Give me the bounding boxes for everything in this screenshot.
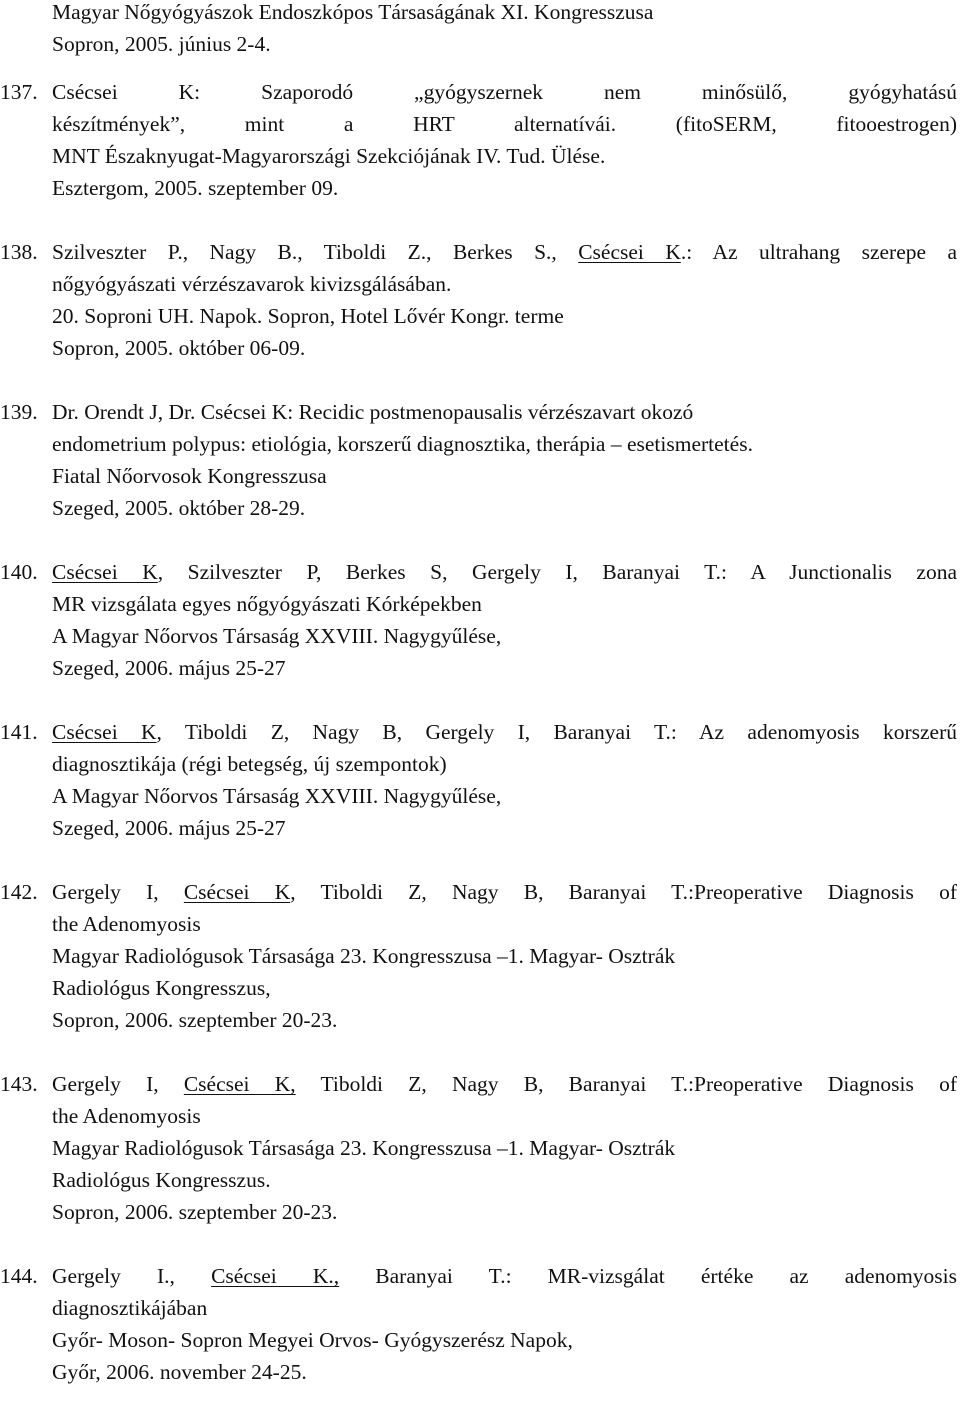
entry-line — [52, 973, 271, 1005]
entry-line — [52, 877, 957, 909]
entry-line — [52, 301, 564, 333]
entry-line — [52, 1005, 337, 1037]
entry-text: Gergely I, — [52, 1072, 184, 1096]
entry-text: Baranyai T.: MR-vizsgálat értéke az adenomyosis — [339, 1264, 957, 1288]
entry-text: Szeged, 2006. május 25-27 — [52, 816, 286, 840]
entry-number: 144. — [0, 1264, 38, 1288]
author-highlight: Csécsei K., — [211, 1264, 340, 1288]
entry-text: Szeged, 2006. május 25-27 — [52, 656, 286, 680]
entry-text: Sopron, 2005. október 06-09. — [52, 336, 306, 360]
entry-line — [52, 1197, 337, 1229]
entry-text: Sopron, 2006. szeptember 20-23. — [52, 1008, 338, 1032]
entry-line — [52, 333, 305, 365]
entry-text: MR vizsgálata egyes nőgyógyászati Kórképekben — [52, 592, 482, 616]
entry-number: 138. — [0, 240, 38, 264]
entry-line — [52, 77, 957, 109]
entry-text: Radiológus Kongresszus, — [52, 976, 271, 1000]
entry-text: Sopron, 2006. szeptember 20-23. — [52, 1200, 338, 1224]
entry-text: Radiológus Kongresszus. — [52, 1168, 271, 1192]
entry-number: 143. — [0, 1072, 38, 1096]
entry-line — [52, 1357, 307, 1389]
entry-number: 141. — [0, 720, 38, 744]
entry-text: Győr, 2006. november 24-25. — [52, 1360, 307, 1384]
entry-line — [52, 589, 482, 621]
entry-line — [52, 461, 327, 493]
author-highlight: Csécsei K, — [183, 1072, 296, 1096]
entry-text: Magyar Radiológusok Társasága 23. Kongresszusa –1. Magyar- Osztrák — [52, 1136, 676, 1160]
author-highlight: Csécsei K — [578, 240, 681, 264]
entry-line — [52, 557, 957, 589]
entry-line — [52, 941, 675, 973]
entry-text: diagnosztikája (régi betegség, új szempontok) — [52, 752, 447, 776]
entry-text: Gergely I., — [52, 1264, 212, 1288]
entry-line — [52, 397, 693, 429]
entry-text: Esztergom, 2005. szeptember 09. — [52, 176, 339, 200]
entry-text: endometrium polypus: etiológia, korszerű diagnosztika, therápia – esetismertetés. — [52, 432, 753, 456]
header-line-2: Sopron, 2005. június 2-4. — [52, 32, 271, 56]
entry-text: the Adenomyosis — [52, 1104, 201, 1128]
entry-text: A Magyar Nőorvos Társaság XXVIII. Nagygyűlése, — [52, 784, 502, 808]
entry-number: 139. — [0, 400, 38, 424]
entry-line — [52, 1165, 271, 1197]
entry-line — [52, 1069, 957, 1101]
author-highlight: Csécsei K — [52, 560, 158, 584]
entry-line — [52, 749, 447, 781]
entry-line — [52, 1325, 573, 1357]
entry-text: Szilveszter P., Nagy B., Tiboldi Z., Berkes S., — [52, 240, 579, 264]
entry-line — [52, 141, 605, 173]
entry-line — [52, 621, 501, 653]
entry-line — [52, 909, 201, 941]
entry-line — [52, 717, 957, 749]
entry-text: nőgyógyászati vérzészavarok kivizsgálásában. — [52, 272, 452, 296]
header-line-1: Magyar Nőgyógyászok Endoszkópos Társaságának XI. Kongresszusa — [52, 0, 654, 24]
entry-text: A Magyar Nőorvos Társaság XXVIII. Nagygyűlése, — [52, 624, 502, 648]
entry-line — [52, 1133, 675, 1165]
entry-text: , Tiboldi Z, Nagy B, Gergely I, Baranyai T.: Az adenomyosis korszerű — [156, 720, 957, 744]
entry-line — [52, 237, 957, 269]
entry-text: Győr- Moson- Sopron Megyei Orvos- Gyógyszerész Napok, — [52, 1328, 573, 1352]
entry-line — [52, 1293, 207, 1325]
entry-line — [52, 109, 957, 141]
entry-text: the Adenomyosis — [52, 912, 201, 936]
entry-text: Fiatal Nőorvosok Kongresszusa — [52, 464, 327, 488]
entry-text: , Tiboldi Z, Nagy B, Baranyai T.:Preoperative Diagnosis of — [290, 880, 957, 904]
entry-text: , Szilveszter P, Berkes S, Gergely I, Baranyai T.: A Junctionalis zona — [157, 560, 957, 584]
entry-text: .: Az ultrahang szerepe a — [680, 240, 957, 264]
entry-line — [52, 813, 285, 845]
entry-line — [52, 429, 753, 461]
entry-text: 20. Soproni UH. Napok. Sopron, Hotel Lővér Kongr. terme — [52, 304, 564, 328]
entry-text: Gergely I, — [52, 880, 184, 904]
entry-line — [52, 269, 451, 301]
entry-text: Tiboldi Z, Nagy B, Baranyai T.:Preoperative Diagnosis of — [295, 1072, 957, 1096]
entry-line — [52, 653, 285, 685]
entry-text: diagnosztikájában — [52, 1296, 208, 1320]
entry-line — [52, 781, 501, 813]
entry-number: 142. — [0, 880, 38, 904]
entry-text: Szeged, 2005. október 28-29. — [52, 496, 306, 520]
author-highlight: Csécsei K — [52, 720, 157, 744]
entry-line — [52, 1261, 957, 1293]
entry-line — [52, 1101, 201, 1133]
entry-text: Magyar Radiológusok Társasága 23. Kongresszusa –1. Magyar- Osztrák — [52, 944, 676, 968]
entry-text: MNT Északnyugat-Magyarországi Szekciójának IV. Tud. Ülése. — [52, 144, 606, 168]
entry-line — [52, 173, 338, 205]
author-highlight: Csécsei K — [183, 880, 291, 904]
entry-number: 140. — [0, 560, 38, 584]
entry-text: Dr. Orendt J, Dr. Csécsei K: Recidic postmenopausalis vérzészavart okozó — [52, 400, 694, 424]
entry-number: 137. — [0, 80, 38, 104]
entry-line — [52, 493, 305, 525]
entry-text: Csécsei K: Szaporodó „gyógyszernek nem minősülő, gyógyhatású — [52, 80, 957, 104]
entry-text: készítmények”, mint a HRT alternatívái. (fitoSERM, fitooestrogen) — [52, 112, 957, 136]
